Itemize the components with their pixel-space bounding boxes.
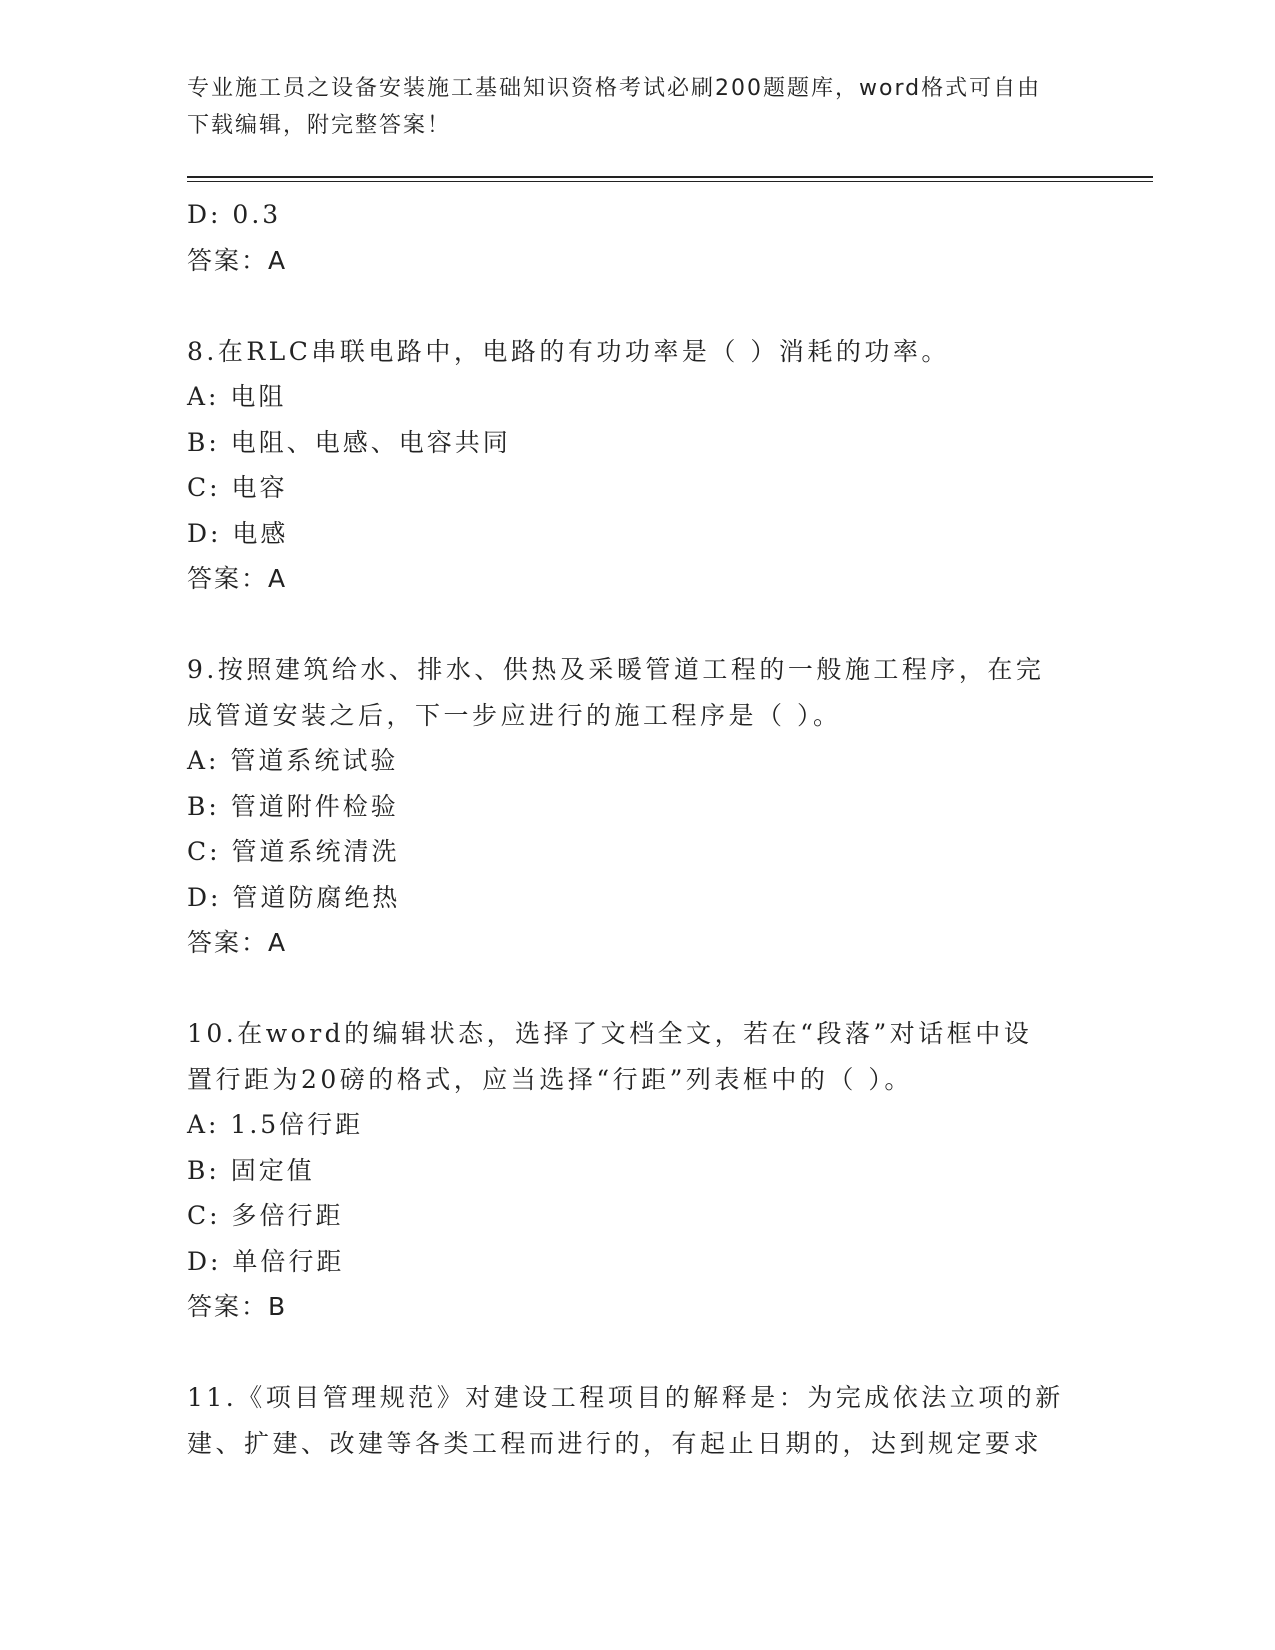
- question-11-stem-line-2: 建、扩建、改建等各类工程而进行的，有起止日期的，达到规定要求: [187, 1428, 1043, 1458]
- spacer: [187, 602, 1067, 648]
- prev-option-d: D: 0.3: [187, 200, 282, 229]
- question-8-stem: 8.在RLC串联电路中，电路的有功功率是（ ）消耗的功率。: [187, 336, 950, 366]
- question-8-option-c: C: 电容: [187, 473, 288, 502]
- header-line-2: 下载编辑，附完整答案！: [187, 113, 452, 138]
- question-10-option-c: C: 多倍行距: [187, 1201, 344, 1230]
- spacer: [187, 283, 1067, 329]
- spacer: [187, 1330, 1067, 1376]
- question-8-option-a: A: 电阻: [187, 382, 287, 411]
- question-8-answer: 答案：A: [187, 564, 288, 593]
- question-9-option-c: C: 管道系统清洗: [187, 837, 400, 866]
- question-9-stem-line-2: 成管道安装之后，下一步应进行的施工程序是（ ）。: [187, 700, 842, 730]
- question-10-stem-line-1: 10.在word的编辑状态，选择了文档全文，若在“段落”对话框中设: [187, 1019, 1033, 1048]
- prev-answer: 答案：A: [187, 245, 288, 275]
- question-9-answer: 答案：A: [187, 928, 288, 957]
- header-divider-thin: [187, 181, 1153, 182]
- question-10-option-a: A: 1.5倍行距: [187, 1110, 364, 1139]
- header-line-1: 专业施工员之设备安装施工基础知识资格考试必刷200题题库，word格式可自由: [187, 76, 1042, 101]
- question-8-option-d: D: 电感: [187, 518, 289, 548]
- question-9-stem-line-1: 9.按照建筑给水、排水、供热及采暖管道工程的一般施工程序，在完: [187, 655, 1045, 684]
- question-10-option-d: D: 单倍行距: [187, 1246, 345, 1276]
- question-8-option-b: B: 电阻、电感、电容共同: [187, 427, 511, 457]
- question-9-option-d: D: 管道防腐绝热: [187, 882, 401, 912]
- question-10-option-b: B: 固定值: [187, 1155, 315, 1185]
- question-10-stem-line-2: 置行距为20磅的格式，应当选择“行距”列表框中的（ ）。: [187, 1064, 913, 1094]
- document-body: [187, 192, 1067, 1466]
- header-divider-thick: [187, 176, 1153, 178]
- spacer: [187, 966, 1067, 1012]
- question-10-answer: 答案：B: [187, 1292, 288, 1321]
- document-header: [187, 70, 1067, 144]
- question-9-option-b: B: 管道附件检验: [187, 791, 399, 821]
- question-11-stem-line-1: 11.《项目管理规范》对建设工程项目的解释是：为完成依法立项的新: [187, 1383, 1064, 1412]
- question-9-option-a: A: 管道系统试验: [187, 746, 399, 775]
